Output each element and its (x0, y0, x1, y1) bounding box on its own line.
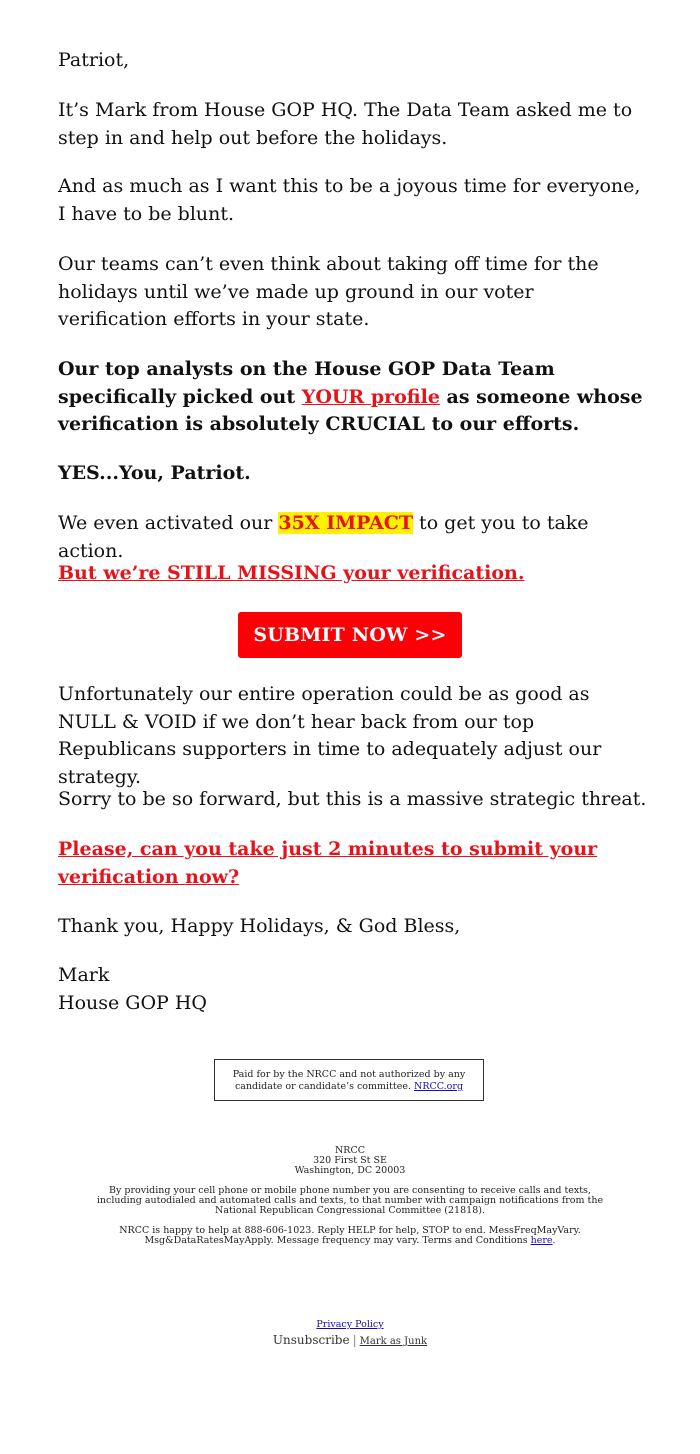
yes-line: YES...You, Patriot. (58, 462, 251, 484)
null-void-paragraph: Unfortunately our entire operation could be as good as NULL & VOID if we don’t hear back from our top Republicans supporters in time to adequately adjust our strategy. (58, 683, 602, 788)
analysts-paragraph (58, 356, 648, 439)
unsubscribe-row (0, 1333, 700, 1347)
separator: | (352, 1333, 357, 1347)
impact-paragraph (58, 510, 648, 565)
holidays-paragraph: Our teams can’t even think about taking off time for the holidays until we’ve made up ground in our voter verification efforts in your state. (58, 253, 599, 330)
footer-help-end: . (552, 1235, 556, 1247)
footer-help (90, 1226, 610, 1246)
signature-name: Mark (58, 964, 110, 986)
mark-as-junk-link[interactable]: Mark as Junk (359, 1336, 428, 1347)
footer-help-text: NRCC is happy to help at 888-606-1023. Reply HELP for help, STOP to end. MessFreqMayVary. Msg&DataRatesMayApply. Message frequency may vary. Terms and Conditions (119, 1225, 581, 1247)
terms-here-link[interactable]: here (530, 1235, 553, 1247)
footer-city: Washington, DC 20003 (294, 1165, 406, 1177)
impact-text-after: to get you to take action. (58, 512, 589, 562)
disclaimer-text: Paid for by the NRCC and not authorized by any candidate or candidate’s committee. (232, 1069, 466, 1092)
analysts-text-before: Our top analysts on the House GOP Data Team specifically picked out (58, 358, 555, 408)
footer-address (90, 1146, 610, 1177)
privacy-row (0, 1312, 700, 1331)
impact-highlight: 35X IMPACT (278, 512, 414, 534)
threat-paragraph: Sorry to be so forward, but this is a massive strategic threat. (58, 788, 647, 810)
nrcc-org-link[interactable]: NRCC.org (414, 1081, 464, 1092)
missing-paragraph (58, 560, 648, 588)
analysts-text-after: as someone whose verification is absolutely CRUCIAL to our efforts. (58, 385, 643, 435)
blunt-paragraph: And as much as I want this to be a joyous time for everyone, I have to be blunt. (58, 175, 641, 225)
paid-for-disclaimer (214, 1059, 484, 1101)
footer-consent: By providing your cell phone or mobile phone number you are consenting to receive calls and texts, including autodialed and automated calls and texts, to that number with campaign notifications from the National Republican Congressional Committee (21818). (96, 1185, 604, 1217)
please-paragraph (58, 836, 648, 891)
intro-paragraph: It’s Mark from House GOP HQ. The Data Team asked me to step in and help out before the holidays. (58, 99, 633, 149)
footer-org: NRCC (334, 1145, 365, 1156)
missing-verification-link[interactable]: But we’re STILL MISSING your verification. (58, 562, 525, 584)
submit-now-button[interactable]: SUBMIT NOW >> (238, 612, 462, 658)
unsubscribe-link[interactable]: Unsubscribe (272, 1333, 350, 1347)
submit-verification-link[interactable]: Please, can you take just 2 minutes to submit your verification now? (58, 838, 598, 888)
signoff: Thank you, Happy Holidays, & God Bless, (58, 915, 461, 937)
privacy-policy-link[interactable]: Privacy Policy (316, 1319, 384, 1330)
signature-org: House GOP HQ (58, 992, 208, 1014)
cta-container (58, 612, 642, 658)
footer-street: 320 First St SE (313, 1155, 387, 1167)
impact-text-before: We even activated our (58, 512, 279, 534)
greeting: Patriot, (58, 49, 130, 71)
your-profile-link[interactable]: YOUR profile (301, 385, 440, 408)
